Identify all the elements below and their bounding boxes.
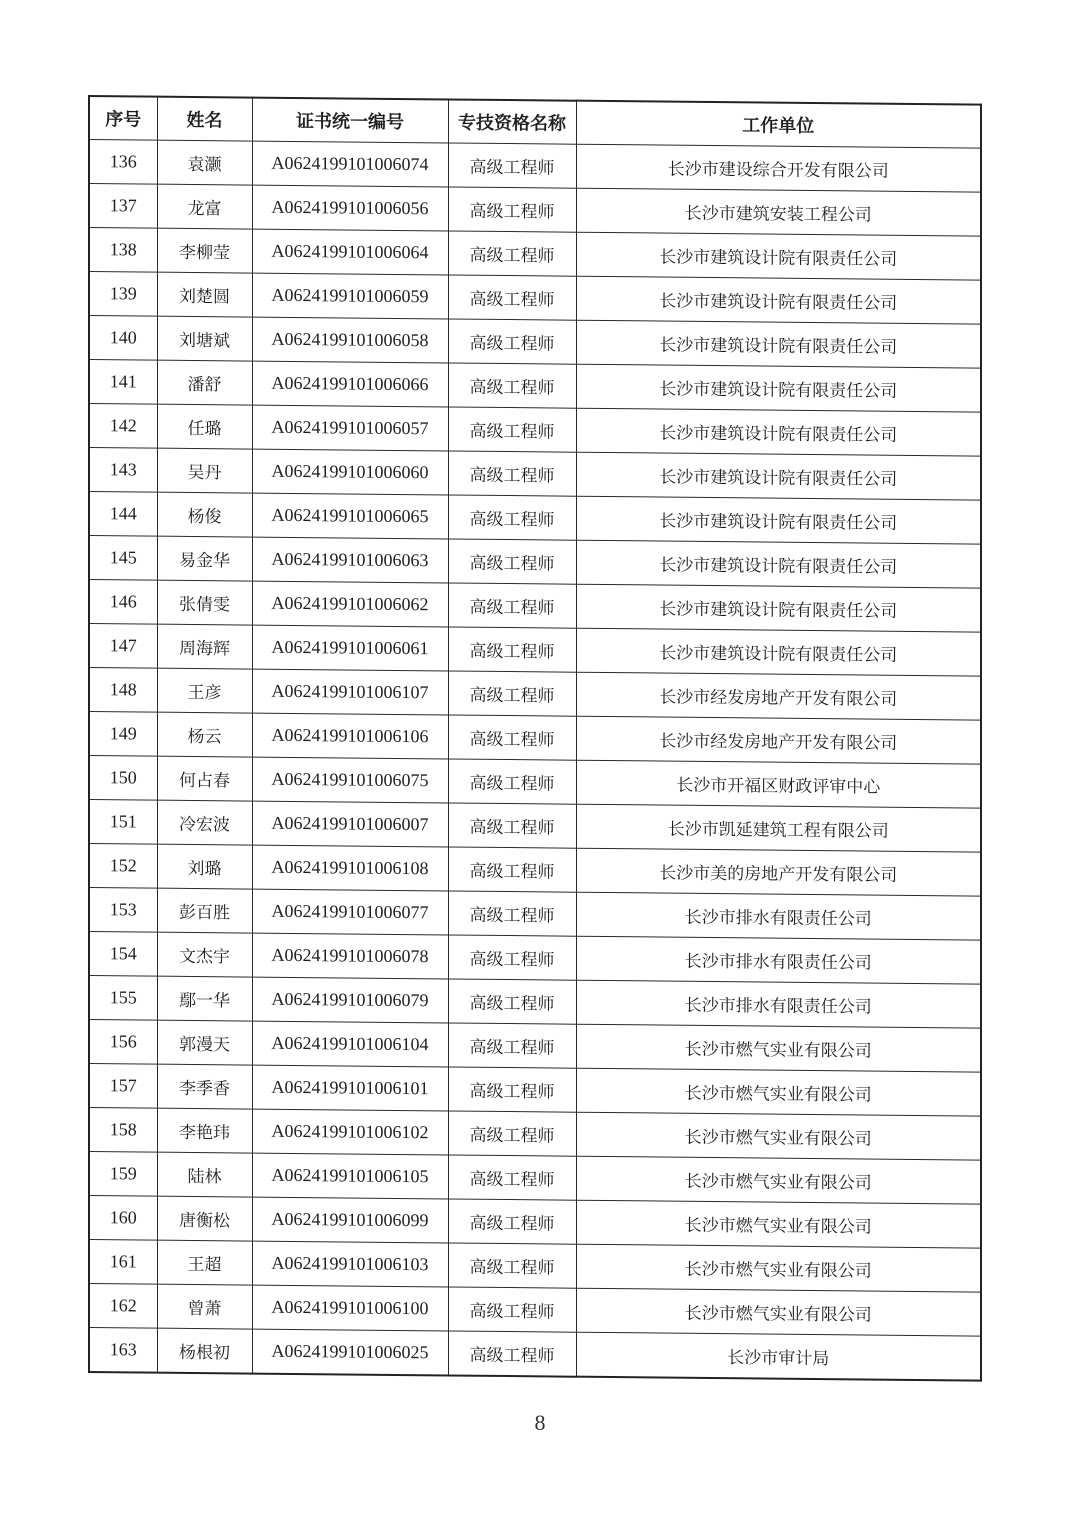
cell-unit: 长沙市建筑安装工程公司 (576, 188, 981, 236)
cell-name: 周海辉 (157, 624, 252, 669)
cell-cert: A0624199101006105 (252, 1153, 448, 1199)
cell-seq: 162 (89, 1284, 157, 1329)
header-cert: 证书统一编号 (252, 98, 448, 143)
cell-cert: A0624199101006062 (252, 581, 448, 627)
cell-seq: 140 (89, 316, 157, 361)
cell-unit: 长沙市开福区财政评审中心 (576, 760, 981, 808)
cell-name: 李艳玮 (157, 1108, 252, 1153)
cell-seq: 155 (89, 976, 157, 1021)
cell-unit: 长沙市燃气实业有限公司 (576, 1200, 981, 1248)
cell-seq: 145 (89, 536, 157, 581)
cell-cert: A0624199101006106 (252, 713, 448, 759)
cell-cert: A0624199101006058 (252, 317, 448, 363)
cell-unit: 长沙市建筑设计院有限责任公司 (576, 584, 981, 632)
cell-seq: 158 (89, 1108, 157, 1153)
cell-cert: A0624199101006099 (252, 1197, 448, 1243)
cell-seq: 136 (89, 140, 157, 185)
cell-name: 任璐 (157, 404, 252, 449)
cell-name: 李柳莹 (157, 228, 252, 273)
cell-qual: 高级工程师 (448, 891, 576, 936)
cell-cert: A0624199101006059 (252, 273, 448, 319)
cell-qual: 高级工程师 (448, 627, 576, 672)
cell-qual: 高级工程师 (448, 759, 576, 804)
cell-name: 王彦 (157, 668, 252, 713)
cell-cert: A0624199101006102 (252, 1109, 448, 1155)
cell-seq: 156 (89, 1020, 157, 1065)
cell-qual: 高级工程师 (448, 231, 576, 276)
cell-qual: 高级工程师 (448, 847, 576, 892)
cell-cert: A0624199101006061 (252, 625, 448, 671)
cell-qual: 高级工程师 (448, 363, 576, 408)
cell-name: 张倩雯 (157, 580, 252, 625)
cell-cert: A0624199101006056 (252, 185, 448, 231)
roster-table (88, 95, 982, 1382)
page-number: 8 (534, 1410, 546, 1435)
table-body (89, 140, 981, 1381)
cell-unit: 长沙市建筑设计院有限责任公司 (576, 628, 981, 676)
cell-seq: 147 (89, 624, 157, 669)
cell-seq: 151 (89, 800, 157, 845)
cell-qual: 高级工程师 (448, 187, 576, 232)
cell-name: 刘楚圆 (157, 272, 252, 317)
cell-qual: 高级工程师 (448, 1067, 576, 1112)
cell-name: 袁灏 (157, 140, 252, 185)
cell-unit: 长沙市建筑设计院有限责任公司 (576, 496, 981, 544)
cell-cert: A0624199101006101 (252, 1065, 448, 1111)
cell-unit: 长沙市建筑设计院有限责任公司 (576, 408, 981, 456)
cell-name: 曾萧 (157, 1284, 252, 1329)
cell-unit: 长沙市经发房地产开发有限公司 (576, 672, 981, 720)
cell-qual: 高级工程师 (448, 451, 576, 496)
cell-cert: A0624199101006078 (252, 933, 448, 979)
cell-unit: 长沙市建设综合开发有限公司 (576, 144, 981, 192)
cell-qual: 高级工程师 (448, 143, 576, 188)
cell-seq: 154 (89, 932, 157, 977)
cell-cert: A0624199101006025 (252, 1329, 448, 1375)
cell-cert: A0624199101006100 (252, 1285, 448, 1331)
cell-cert: A0624199101006007 (252, 801, 448, 847)
cell-seq: 138 (89, 228, 157, 273)
cell-cert: A0624199101006103 (252, 1241, 448, 1287)
cell-cert: A0624199101006077 (252, 889, 448, 935)
cell-unit: 长沙市建筑设计院有限责任公司 (576, 320, 981, 368)
cell-seq: 148 (89, 668, 157, 713)
cell-cert: A0624199101006075 (252, 757, 448, 803)
cell-seq: 163 (89, 1328, 157, 1373)
cell-qual: 高级工程师 (448, 671, 576, 716)
cell-name: 杨俊 (157, 492, 252, 537)
cell-qual: 高级工程师 (448, 1023, 576, 1068)
cell-cert: A0624199101006063 (252, 537, 448, 583)
cell-name: 杨根初 (157, 1328, 252, 1373)
cell-unit: 长沙市建筑设计院有限责任公司 (576, 540, 981, 588)
cell-qual: 高级工程师 (448, 539, 576, 584)
cell-cert: A0624199101006079 (252, 977, 448, 1023)
header-seq: 序号 (89, 96, 157, 140)
cell-unit: 长沙市建筑设计院有限责任公司 (576, 276, 981, 324)
cell-qual: 高级工程师 (448, 319, 576, 364)
cell-qual: 高级工程师 (448, 583, 576, 628)
cell-seq: 159 (89, 1152, 157, 1197)
cell-qual: 高级工程师 (448, 1155, 576, 1200)
header-name: 姓名 (157, 97, 252, 141)
cell-name: 吴丹 (157, 448, 252, 493)
cell-unit: 长沙市建筑设计院有限责任公司 (576, 452, 981, 500)
cell-seq: 149 (89, 712, 157, 757)
cell-name: 杨云 (157, 712, 252, 757)
cell-cert: A0624199101006060 (252, 449, 448, 495)
cell-qual: 高级工程师 (448, 495, 576, 540)
cell-name: 文杰宇 (157, 932, 252, 977)
cell-seq: 144 (89, 492, 157, 537)
cell-cert: A0624199101006057 (252, 405, 448, 451)
cell-qual: 高级工程师 (448, 803, 576, 848)
cell-cert: A0624199101006074 (252, 141, 448, 187)
cell-name: 唐衡松 (157, 1196, 252, 1241)
cell-seq: 142 (89, 404, 157, 449)
cell-cert: A0624199101006065 (252, 493, 448, 539)
cell-cert: A0624199101006108 (252, 845, 448, 891)
cell-qual: 高级工程师 (448, 1199, 576, 1244)
cell-unit: 长沙市燃气实业有限公司 (576, 1244, 981, 1292)
cell-qual: 高级工程师 (448, 715, 576, 760)
cell-unit: 长沙市经发房地产开发有限公司 (576, 716, 981, 764)
cell-name: 彭百胜 (157, 888, 252, 933)
cell-name: 冷宏波 (157, 800, 252, 845)
cell-qual: 高级工程师 (448, 935, 576, 980)
cell-unit: 长沙市凯延建筑工程有限公司 (576, 804, 981, 852)
cell-name: 陆林 (157, 1152, 252, 1197)
cell-unit: 长沙市排水有限责任公司 (576, 980, 981, 1028)
cell-unit: 长沙市燃气实业有限公司 (576, 1068, 981, 1116)
cell-name: 王超 (157, 1240, 252, 1285)
cell-unit: 长沙市排水有限责任公司 (576, 892, 981, 940)
cell-seq: 161 (89, 1240, 157, 1285)
cell-unit: 长沙市燃气实业有限公司 (576, 1112, 981, 1160)
cell-name: 龙富 (157, 184, 252, 229)
cell-name: 易金华 (157, 536, 252, 581)
cell-seq: 146 (89, 580, 157, 625)
cell-name: 李季香 (157, 1064, 252, 1109)
cell-seq: 152 (89, 844, 157, 889)
cell-unit: 长沙市建筑设计院有限责任公司 (576, 232, 981, 280)
cell-unit: 长沙市燃气实业有限公司 (576, 1024, 981, 1072)
cell-cert: A0624199101006104 (252, 1021, 448, 1067)
cell-name: 鄢一华 (157, 976, 252, 1021)
cell-seq: 160 (89, 1196, 157, 1241)
cell-qual: 高级工程师 (448, 979, 576, 1024)
cell-qual: 高级工程师 (448, 1331, 576, 1377)
cell-unit: 长沙市燃气实业有限公司 (576, 1156, 981, 1204)
cell-seq: 153 (89, 888, 157, 933)
cell-name: 郭漫天 (157, 1020, 252, 1065)
cell-cert: A0624199101006107 (252, 669, 448, 715)
cell-name: 刘璐 (157, 844, 252, 889)
cell-name: 何占春 (157, 756, 252, 801)
cell-cert: A0624199101006064 (252, 229, 448, 275)
cell-unit: 长沙市燃气实业有限公司 (576, 1288, 981, 1336)
cell-qual: 高级工程师 (448, 1243, 576, 1288)
cell-unit: 长沙市审计局 (576, 1332, 981, 1380)
cell-unit: 长沙市美的房地产开发有限公司 (576, 848, 981, 896)
cell-name: 潘舒 (157, 360, 252, 405)
cell-name: 刘塘斌 (157, 316, 252, 361)
cell-seq: 139 (89, 272, 157, 317)
table-row (89, 1328, 981, 1381)
cell-seq: 157 (89, 1064, 157, 1109)
cell-qual: 高级工程师 (448, 407, 576, 452)
header-qual: 专技资格名称 (448, 99, 576, 144)
cell-seq: 141 (89, 360, 157, 405)
cell-cert: A0624199101006066 (252, 361, 448, 407)
cell-qual: 高级工程师 (448, 1287, 576, 1332)
cell-unit: 长沙市建筑设计院有限责任公司 (576, 364, 981, 412)
header-unit: 工作单位 (576, 101, 981, 148)
cell-unit: 长沙市排水有限责任公司 (576, 936, 981, 984)
cell-seq: 137 (89, 184, 157, 229)
cell-seq: 150 (89, 756, 157, 801)
cell-seq: 143 (89, 448, 157, 493)
cell-qual: 高级工程师 (448, 275, 576, 320)
cell-qual: 高级工程师 (448, 1111, 576, 1156)
